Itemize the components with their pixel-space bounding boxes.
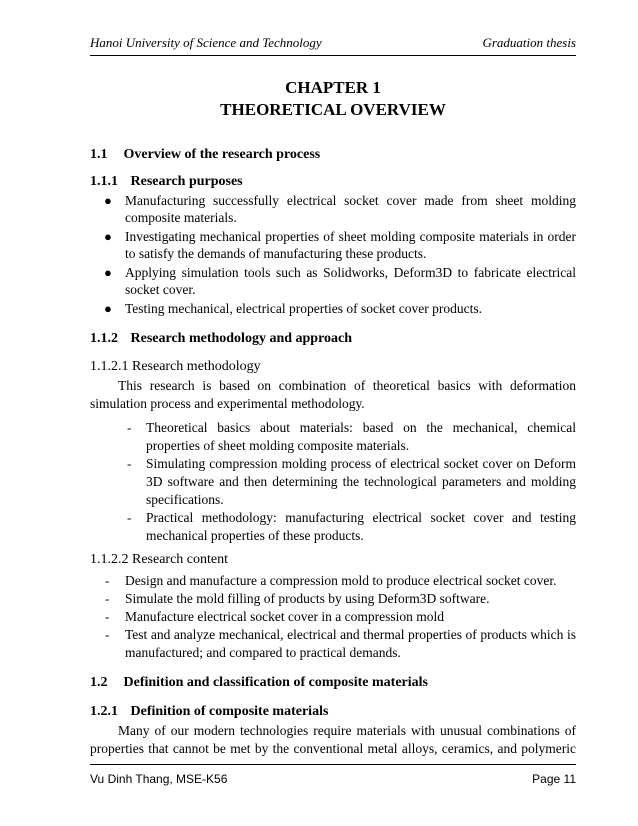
list-item-line: mechanical properties of these products. xyxy=(146,528,364,543)
list-item-line: Design and manufacture a compression mold to produce electrical socket cover. xyxy=(125,573,557,588)
paragraph-line: Many of our modern technologies require materials with unusual combinations of xyxy=(118,723,576,738)
section-number: 1.1.2 xyxy=(90,331,118,346)
header-divider xyxy=(90,55,576,56)
list-item-line: specifications. xyxy=(146,492,224,507)
list-item-line: to satisfy the demands of manufacturing these products. xyxy=(125,246,427,261)
footer-author: Vu Dinh Thang, MSE-K56 xyxy=(90,772,228,786)
section-title: Overview of the research process xyxy=(123,147,321,162)
header-thesis-label: Graduation thesis xyxy=(482,35,576,50)
list-item-line: Manufacture electrical socket cover in a compression mold xyxy=(125,609,444,624)
list-item-line: Applying simulation tools such as Solidworks, Deform3D to fabricate electrical xyxy=(125,265,576,280)
page-number: Page 11 xyxy=(532,772,576,786)
list-item-line: Simulating compression molding process of electrical socket cover on Deform xyxy=(146,456,576,471)
list-item-line: Theoretical basics about materials: based on the mechanical, chemical xyxy=(146,420,576,435)
bullet-icon: ● xyxy=(104,229,112,244)
paragraph-line: simulation process and experimental methodology. xyxy=(90,396,365,411)
list-item-line: Manufacturing successfully electrical socket cover made from sheet molding xyxy=(125,193,576,208)
section-number: 1.1 xyxy=(90,147,108,162)
dash-marker: - xyxy=(105,609,110,624)
dash-marker: - xyxy=(127,456,132,471)
subsection-heading: 1.1.2.1 Research methodology xyxy=(90,359,261,374)
dash-marker: - xyxy=(105,573,110,588)
list-item-line: socket cover. xyxy=(125,282,196,297)
subsection-heading: 1.1.2.2 Research content xyxy=(90,552,229,567)
dash-marker: - xyxy=(127,420,132,435)
section-number: 1.1.1 xyxy=(90,174,118,189)
chapter-number: CHAPTER 1 xyxy=(285,78,381,97)
list-item-line: Practical methodology: manufacturing electrical socket cover and testing xyxy=(146,510,576,525)
list-item-line: 3D software and then determining the technological parameters and molding xyxy=(146,474,576,489)
section-title: Definition and classification of composite materials xyxy=(123,675,428,690)
list-item-line: Test and analyze mechanical, electrical and thermal properties of products which is xyxy=(125,627,576,642)
list-item-line: manufactured; and compared to practical demands. xyxy=(125,645,401,660)
list-item-line: Investigating mechanical properties of sheet molding composite materials in order xyxy=(125,229,576,244)
dash-marker: - xyxy=(105,627,110,642)
list-item-line: Testing mechanical, electrical properties of socket cover products. xyxy=(125,301,483,316)
bullet-icon: ● xyxy=(104,193,112,208)
section-title: Research methodology and approach xyxy=(130,331,353,346)
section-title: Research purposes xyxy=(130,174,243,189)
section-title: Definition of composite materials xyxy=(130,704,329,719)
section-number: 1.2 xyxy=(90,675,108,690)
header-university: Hanoi University of Science and Technology xyxy=(90,35,322,50)
section-heading-1-2 xyxy=(90,675,576,691)
page-header xyxy=(90,35,576,55)
list-item-line: composite materials. xyxy=(125,210,237,225)
section-heading-1-2-1 xyxy=(90,704,576,720)
dash-marker: - xyxy=(105,591,110,606)
chapter-title: THEORETICAL OVERVIEW xyxy=(220,100,446,119)
list-item-line: properties of sheet molding composite materials. xyxy=(146,438,410,453)
footer-divider xyxy=(90,764,576,765)
paragraph-line: This research is based on combination of theoretical basics with deformation xyxy=(118,378,576,393)
section-heading-1-1-2 xyxy=(90,331,576,347)
dash-marker: - xyxy=(127,510,132,525)
paragraph-line: properties that cannot be met by the conventional metal alloys, ceramics, and polymeric xyxy=(90,741,576,756)
section-heading-1-1-1 xyxy=(90,174,576,190)
section-number: 1.2.1 xyxy=(90,704,118,719)
bullet-icon: ● xyxy=(104,265,112,280)
bullet-icon: ● xyxy=(104,301,112,316)
list-item-line: Simulate the mold filling of products by using Deform3D software. xyxy=(125,591,490,606)
section-heading-1-1 xyxy=(90,147,576,163)
